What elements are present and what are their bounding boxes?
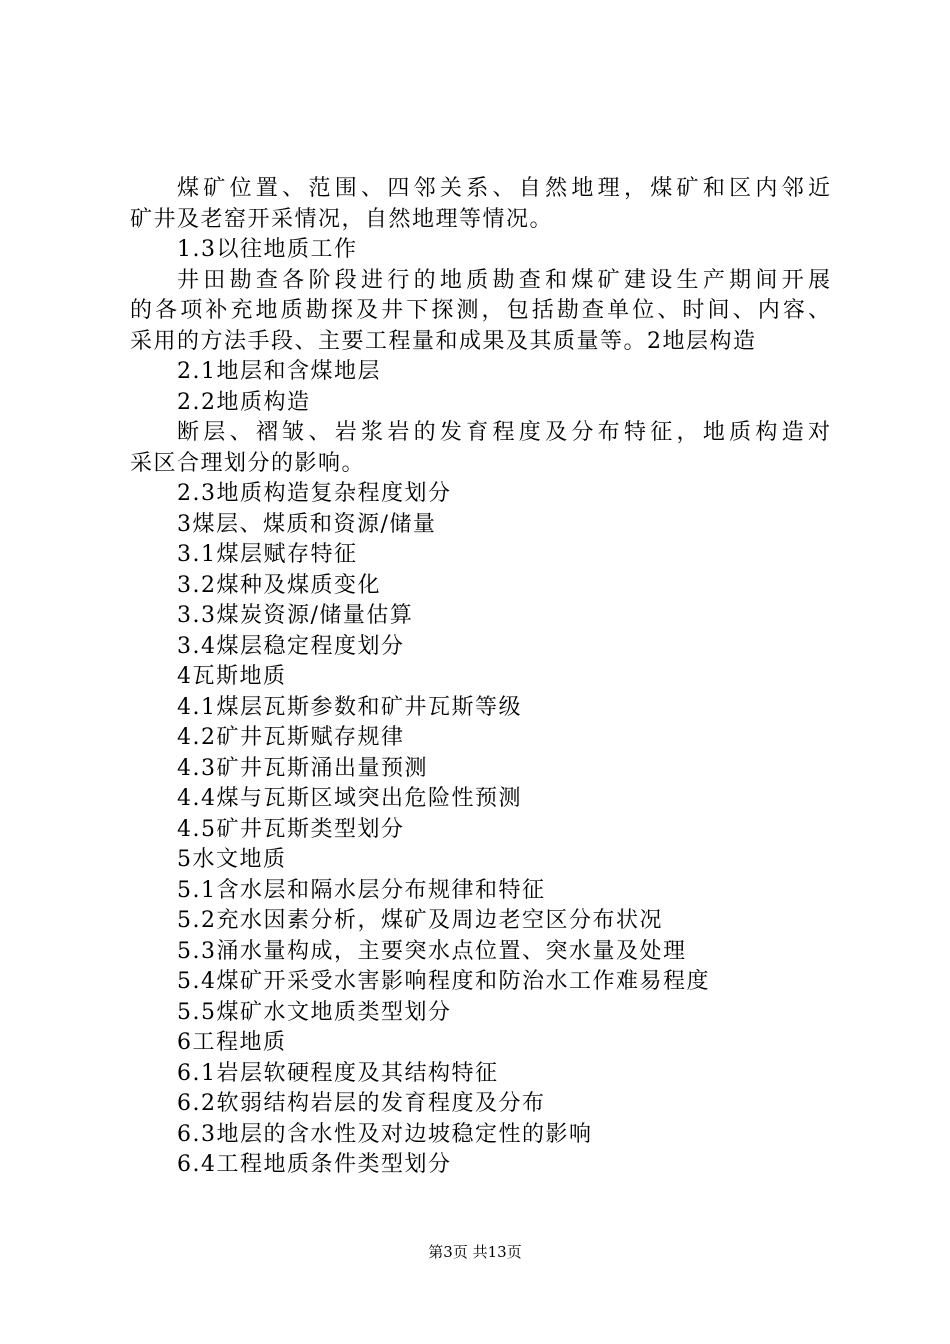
- text-line: 4.1煤层瓦斯参数和矿井瓦斯等级: [177, 694, 522, 720]
- text-line: 4.4煤与瓦斯区域突出危险性预测: [177, 786, 522, 811]
- text-line: 3.1煤层赋存特征: [177, 542, 358, 567]
- text-line: 3煤层、煤质和资源/储量: [177, 511, 437, 537]
- text-line: 井田勘查各阶段进行的地质勘查和煤矿建设生产期间开展: [177, 267, 830, 293]
- text-line: 5水文地质: [177, 847, 287, 872]
- text-line: 采区合理划分的影响。: [130, 450, 366, 476]
- text-line: 3.2煤种及煤质变化: [177, 572, 381, 598]
- text-line: 6.1岩层软硬程度及其结构特征: [177, 1060, 499, 1086]
- page-footer: 第3页 共13页: [428, 1243, 522, 1261]
- text-line: 4.2矿井瓦斯赋存规律: [177, 725, 405, 750]
- text-line: 5.3涌水量构成，主要突水点位置、突水量及处理: [177, 938, 687, 964]
- document-body: [130, 174, 830, 1181]
- text-line: 6.3地层的含水性及对边坡稳定性的影响: [177, 1121, 593, 1147]
- text-line: 2.1地层和含煤地层: [177, 359, 381, 384]
- text-line: 5.5煤矿水文地质类型划分: [177, 999, 452, 1025]
- text-line: 矿井及老窑开采情况，自然地理等情况。: [130, 206, 554, 232]
- text-line: 采用的方法手段、主要工程量和成果及其质量等。2地层构造: [130, 328, 757, 354]
- text-line: 6.4工程地质条件类型划分: [177, 1152, 452, 1177]
- text-line: 1.3以往地质工作: [177, 237, 358, 262]
- text-line: 6工程地质: [177, 1030, 287, 1055]
- text-line: 煤矿位置、范围、四邻关系、自然地理，煤矿和区内邻近: [177, 176, 830, 201]
- text-line: 4.3矿井瓦斯涌出量预测: [177, 755, 428, 781]
- text-line: 的各项补充地质勘探及井下探测，包括勘查单位、时间、内容、: [130, 298, 830, 323]
- text-line: 5.4煤矿开采受水害影响程度和防治水工作难易程度: [177, 969, 710, 994]
- text-line: 2.3地质构造复杂程度划分: [177, 481, 452, 506]
- text-line: 3.4煤层稳定程度划分: [177, 633, 405, 659]
- text-line: 2.2地质构造: [177, 389, 311, 415]
- text-line: 5.1含水层和隔水层分布规律和特征: [177, 877, 546, 903]
- text-line: 4.5矿井瓦斯类型划分: [177, 816, 405, 842]
- text-line: 断层、褶皱、岩浆岩的发育程度及分布特征，地质构造对: [177, 420, 830, 445]
- text-line: 6.2软弱结构岩层的发育程度及分布: [177, 1091, 546, 1116]
- text-line: 4瓦斯地质: [177, 664, 287, 689]
- text-line: 3.3煤炭资源/储量估算: [177, 603, 414, 628]
- text-line: 5.2充水因素分析，煤矿及周边老空区分布状况: [177, 908, 663, 933]
